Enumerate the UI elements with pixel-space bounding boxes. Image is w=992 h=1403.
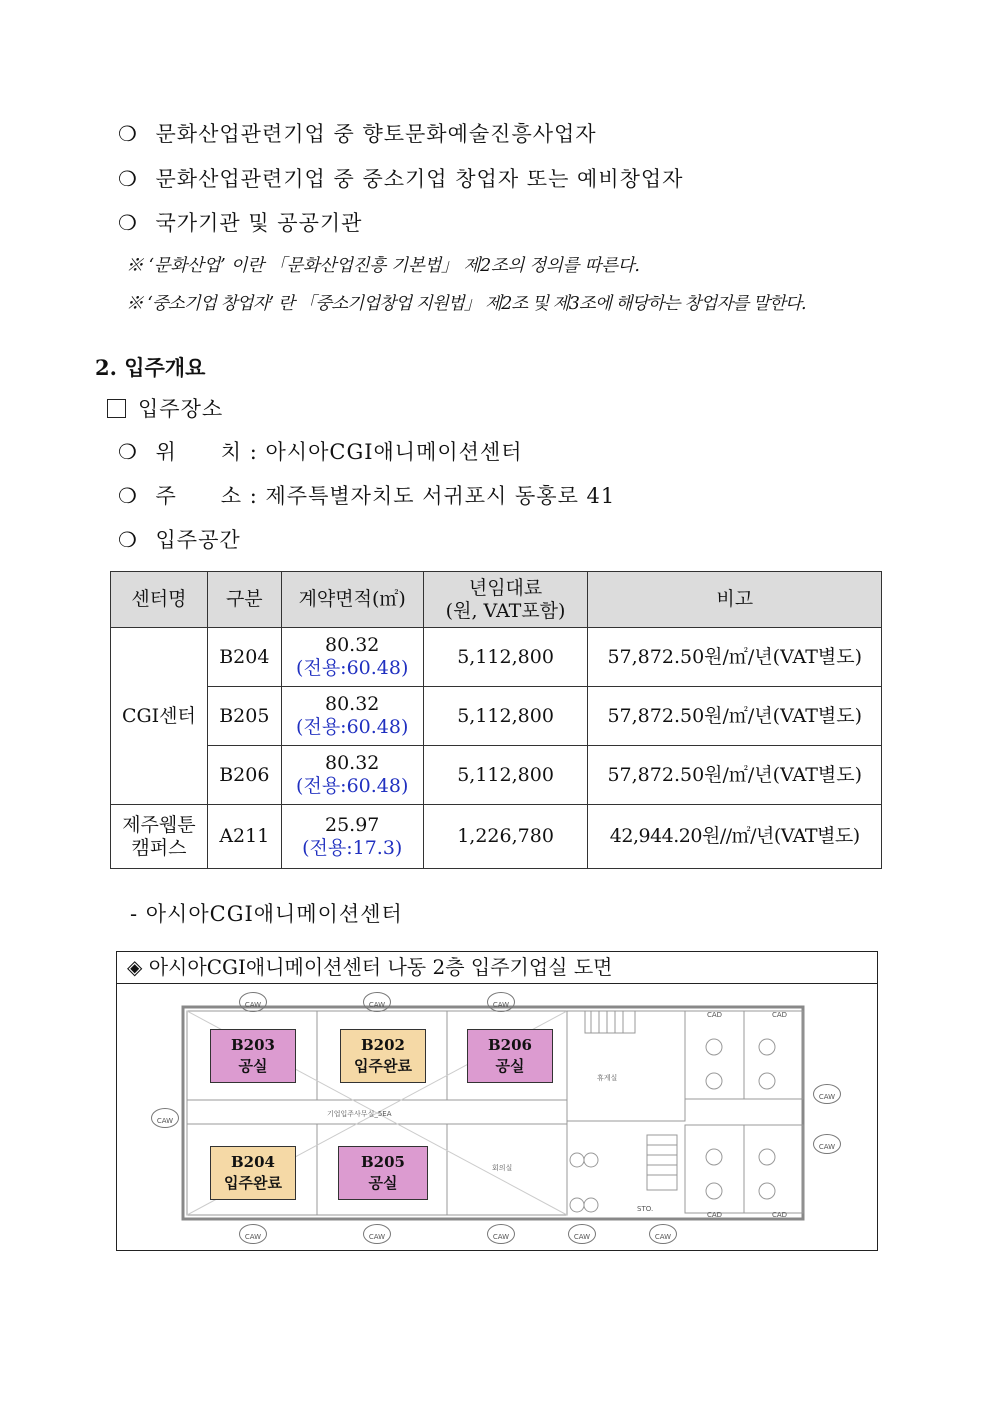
area-value: 80.32 bbox=[325, 752, 380, 774]
rent-cell: 5,112,800 bbox=[423, 746, 588, 805]
remarks-cell: 57,872.50원/㎡/년(VAT별도) bbox=[588, 628, 882, 687]
cad-label: CAD bbox=[772, 1211, 788, 1219]
area-value: 80.32 bbox=[325, 634, 380, 656]
remarks-cell: 42,944.20원//㎡/년(VAT별도) bbox=[588, 805, 882, 869]
remarks-cell: 57,872.50원/㎡/년(VAT별도) bbox=[588, 746, 882, 805]
caw-marker: CAW bbox=[568, 1224, 596, 1244]
room-name: B202 bbox=[361, 1036, 405, 1054]
address-line bbox=[118, 480, 615, 510]
unit-cell: B205 bbox=[207, 687, 281, 746]
eligibility-item bbox=[118, 207, 362, 237]
caw-marker: CAW bbox=[363, 992, 391, 1012]
bullet-circle: ❍ bbox=[118, 122, 138, 146]
rent-cell: 5,112,800 bbox=[423, 628, 588, 687]
center-name-line2: 캠퍼스 bbox=[131, 836, 187, 859]
center-name-cell bbox=[111, 805, 208, 869]
table-row bbox=[111, 746, 882, 805]
corridor-label: 기업입주사무실_5EA bbox=[327, 1110, 392, 1118]
space-line bbox=[118, 524, 241, 554]
room-b205 bbox=[338, 1146, 428, 1200]
exclusive-area: (전용:17.3) bbox=[302, 836, 403, 859]
plan-caption: - 아시아CGI애니메이션센터 bbox=[130, 902, 403, 926]
subhead-text: 입주장소 bbox=[138, 397, 224, 421]
exclusive-area: (전용:60.48) bbox=[296, 775, 409, 797]
room-status: 입주완료 bbox=[354, 1057, 412, 1075]
eligibility-item bbox=[118, 163, 683, 193]
eligibility-text: 문화산업관련기업 중 중소기업 창업자 또는 예비창업자 bbox=[155, 167, 684, 191]
room-status: 공실 bbox=[238, 1057, 268, 1075]
meeting-room-label: 회의실 bbox=[492, 1164, 513, 1172]
sto-label: STO. bbox=[637, 1205, 654, 1213]
area-value: 25.97 bbox=[325, 813, 380, 836]
caw-marker: CAW bbox=[239, 1224, 267, 1244]
note-startup: ※ ‘중소기업 창업자’ 란 「중소기업창업 지원법」 제2조 및 제3조에 해당하는 창업자를 말한다. bbox=[126, 294, 806, 314]
bullet-circle: ❍ bbox=[118, 211, 138, 235]
lounge-label: 휴게실 bbox=[597, 1074, 618, 1082]
remarks-cell: 57,872.50원/㎡/년(VAT별도) bbox=[588, 687, 882, 746]
table-header-row bbox=[111, 572, 882, 628]
bullet-circle: ❍ bbox=[118, 440, 138, 464]
cad-label: CAD bbox=[772, 1011, 788, 1019]
location-value: 아시아CGI애니메이션센터 bbox=[265, 440, 523, 464]
rent-cell: 5,112,800 bbox=[423, 687, 588, 746]
subhead-location bbox=[107, 393, 223, 423]
caw-marker: CAW bbox=[487, 1224, 515, 1244]
cad-label: CAD bbox=[707, 1211, 723, 1219]
caw-marker: CAW bbox=[363, 1224, 391, 1244]
center-name-line1: 제주웹툰 bbox=[122, 813, 196, 836]
header-center: 센터명 bbox=[111, 572, 208, 628]
floor-plan-drawing bbox=[117, 985, 877, 1249]
caw-marker: CAW bbox=[813, 1134, 841, 1154]
bullet-circle: ❍ bbox=[118, 484, 138, 508]
address-label: 주 소 : bbox=[155, 484, 266, 508]
table-row bbox=[111, 628, 882, 687]
unit-cell: B204 bbox=[207, 628, 281, 687]
center-name-cell: CGI센터 bbox=[111, 628, 208, 805]
header-rent-line2: (원, VAT포함) bbox=[445, 599, 566, 622]
rent-cell: 1,226,780 bbox=[423, 805, 588, 869]
bullet-circle: ❍ bbox=[118, 167, 138, 191]
eligibility-text: 국가기관 및 공공기관 bbox=[155, 211, 363, 235]
room-status: 입주완료 bbox=[224, 1174, 282, 1192]
area-cell bbox=[281, 628, 423, 687]
floor-plan-title: ◈ 아시아CGI애니메이션센터 나동 2층 입주기업실 도면 bbox=[117, 952, 877, 984]
note-culture-industry: ※ ‘문화산업’ 이란 「문화산업진흥 기본법」 제2조의 정의를 따른다. bbox=[126, 256, 640, 276]
room-name: B205 bbox=[361, 1153, 405, 1171]
room-b204 bbox=[210, 1146, 296, 1200]
room-status: 공실 bbox=[368, 1174, 398, 1192]
exclusive-area: (전용:60.48) bbox=[296, 657, 409, 679]
unit-cell: A211 bbox=[207, 805, 281, 869]
header-unit: 구분 bbox=[207, 572, 281, 628]
room-b202 bbox=[340, 1029, 426, 1083]
table-row bbox=[111, 805, 882, 869]
room-name: B204 bbox=[231, 1153, 275, 1171]
caw-marker: CAW bbox=[813, 1084, 841, 1104]
header-rent bbox=[423, 572, 588, 628]
square-bullet-icon bbox=[107, 399, 126, 418]
room-name: B206 bbox=[488, 1036, 532, 1054]
room-b206 bbox=[467, 1029, 553, 1083]
caw-marker: CAW bbox=[649, 1224, 677, 1244]
table-row bbox=[111, 687, 882, 746]
area-cell bbox=[281, 746, 423, 805]
location-line bbox=[118, 436, 523, 466]
cad-label: CAD bbox=[707, 1011, 723, 1019]
location-label: 위 치 : bbox=[155, 440, 266, 464]
exclusive-area: (전용:60.48) bbox=[296, 716, 409, 738]
bullet-circle: ❍ bbox=[118, 528, 138, 552]
eligibility-text: 문화산업관련기업 중 향토문화예술진흥사업자 bbox=[155, 122, 597, 146]
caw-marker: CAW bbox=[151, 1108, 179, 1128]
header-area: 계약면적(㎡) bbox=[281, 572, 423, 628]
room-status: 공실 bbox=[495, 1057, 525, 1075]
caw-marker: CAW bbox=[487, 992, 515, 1012]
area-value: 80.32 bbox=[325, 693, 380, 715]
area-cell bbox=[281, 687, 423, 746]
header-rent-line1: 년임대료 bbox=[468, 576, 543, 599]
floor-plan-box bbox=[116, 951, 878, 1251]
space-label: 입주공간 bbox=[155, 528, 241, 552]
caw-marker: CAW bbox=[239, 992, 267, 1012]
room-name: B203 bbox=[231, 1036, 275, 1054]
area-cell bbox=[281, 805, 423, 869]
room-b203 bbox=[210, 1029, 296, 1083]
address-value: 제주특별자치도 서귀포시 동홍로 41 bbox=[265, 484, 616, 508]
section-title: 2. 입주개요 bbox=[95, 355, 206, 380]
eligibility-item bbox=[118, 118, 597, 148]
header-remarks: 비고 bbox=[588, 572, 882, 628]
lease-table bbox=[110, 571, 882, 869]
unit-cell: B206 bbox=[207, 746, 281, 805]
